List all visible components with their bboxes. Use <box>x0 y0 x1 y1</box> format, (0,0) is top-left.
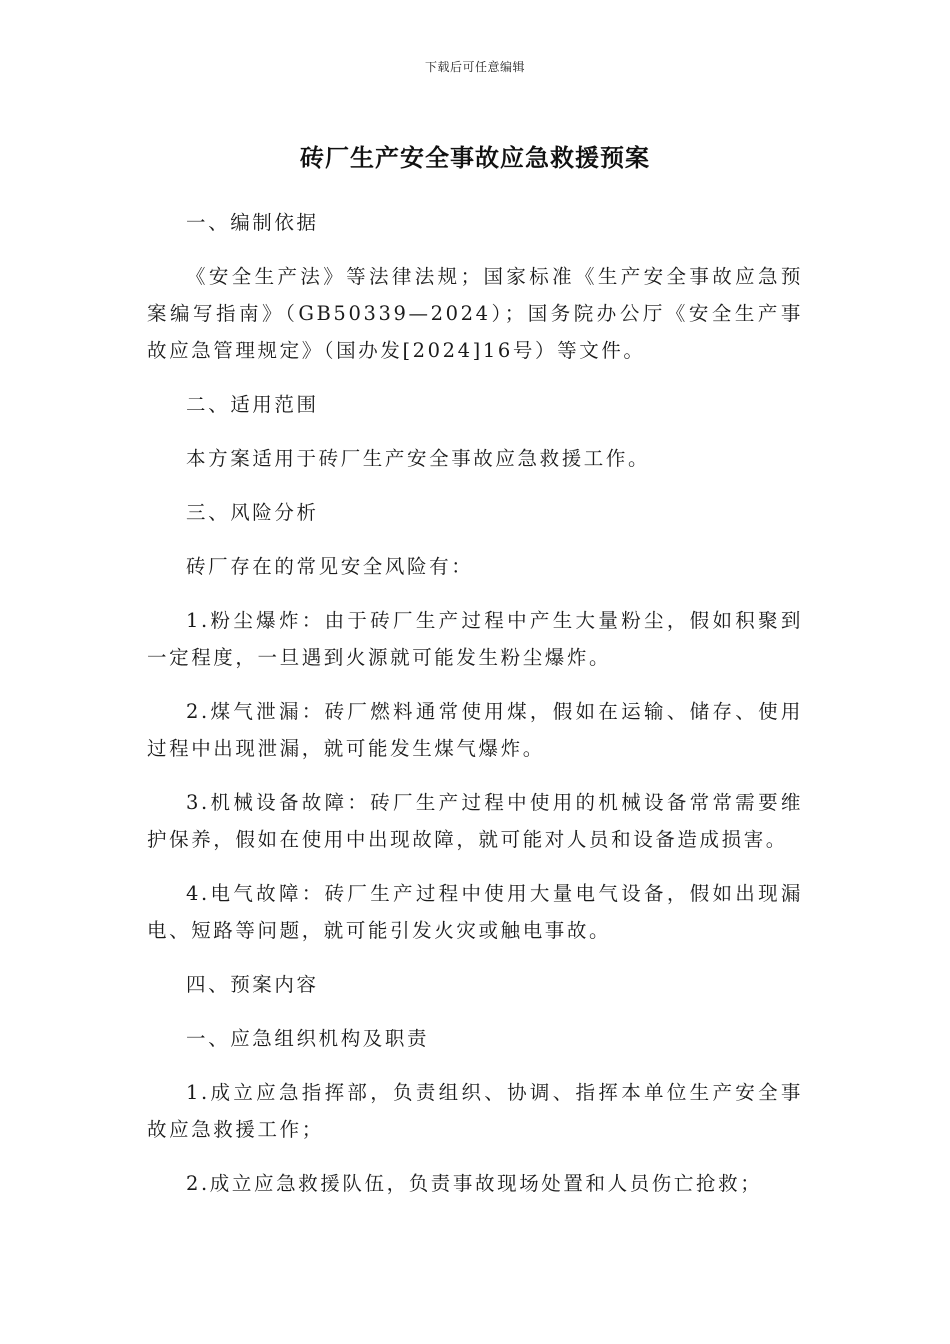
section-heading-plan: 四、预案内容 <box>186 973 319 996</box>
list-item-org-command: 1.成立应急指挥部，负责组织、协调、指挥本单位生产安全事故应急救援工作； <box>147 1081 803 1141</box>
section-heading-basis: 一、编制依据 <box>186 211 319 234</box>
paragraph-risk-intro: 砖厂存在的常见安全风险有： <box>186 555 474 578</box>
header-note: 下载后可任意编辑 <box>424 60 525 74</box>
list-item-org-rescue-team: 2.成立应急救援队伍，负责事故现场处置和人员伤亡抢救； <box>186 1172 763 1195</box>
paragraph-scope: 本方案适用于砖厂生产安全事故应急救援工作。 <box>186 447 651 470</box>
section-heading-risk: 三、风险分析 <box>186 501 319 524</box>
list-item-risk-electrical: 4.电气故障：砖厂生产过程中使用大量电气设备，假如出现漏电、短路等问题，就可能引发火灾或触电事故。 <box>147 882 803 942</box>
paragraph-basis: 《安全生产法》等法律法规；国家标准《生产安全事故应急预案编写指南》（GB50339—2024）；国务院办公厅《安全生产事故应急管理规定》（国办发[2024]16号）等文件。 <box>147 265 803 362</box>
subsection-heading-organization: 一、应急组织机构及职责 <box>186 1027 430 1050</box>
list-item-risk-gas: 2.煤气泄漏：砖厂燃料通常使用煤，假如在运输、储存、使用过程中出现泄漏，就可能发生煤气爆炸。 <box>147 700 803 760</box>
list-item-risk-dust: 1.粉尘爆炸：由于砖厂生产过程中产生大量粉尘，假如积聚到一定程度，一旦遇到火源就可能发生粉尘爆炸。 <box>147 609 803 669</box>
document-body <box>147 204 803 1219</box>
section-heading-scope: 二、适用范围 <box>186 393 319 416</box>
document-title: 砖厂生产安全事故应急救援预案 <box>300 144 650 172</box>
list-item-risk-machinery: 3.机械设备故障：砖厂生产过程中使用的机械设备常常需要维护保养，假如在使用中出现故障，就可能对人员和设备造成损害。 <box>147 791 803 851</box>
